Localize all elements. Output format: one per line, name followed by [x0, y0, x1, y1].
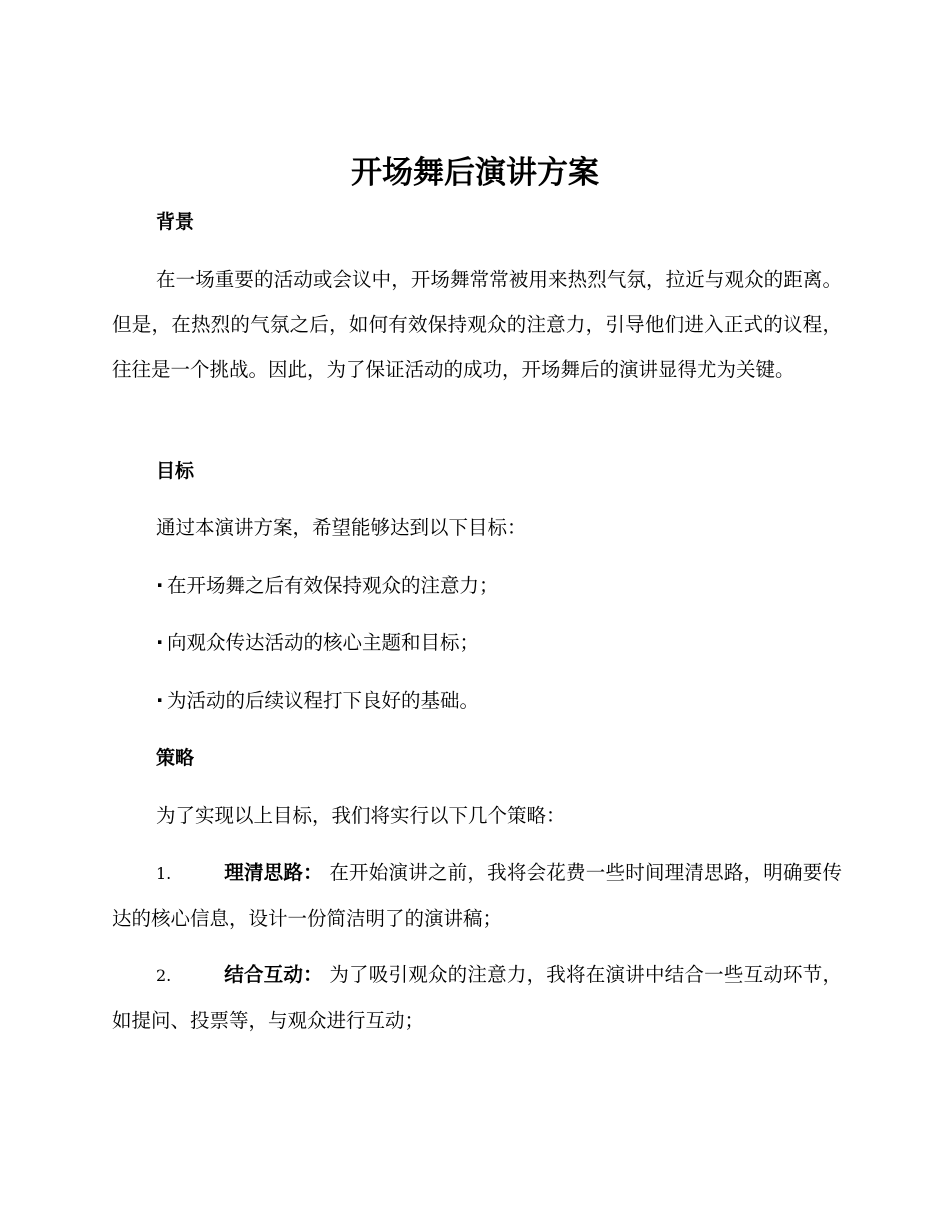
- strategy-intro: 为了实现以上目标，我们将实行以下几个策略：: [156, 804, 566, 827]
- goal-bullet-item: [156, 686, 479, 716]
- item-number: 1.: [156, 864, 172, 883]
- goal-bullet-text: 为活动的后续议程打下良好的基础。: [167, 689, 480, 712]
- goal-bullet-text: 在开场舞之后有效保持观众的注意力；: [167, 574, 499, 597]
- bullet-marker: ·: [156, 689, 164, 712]
- strategy-numbered-item: [112, 850, 842, 941]
- goal-bullet-item: [156, 571, 499, 601]
- section-heading-background: 背景: [156, 211, 195, 233]
- document-title: 开场舞后演讲方案: [351, 155, 599, 191]
- bullet-marker: ·: [156, 574, 164, 597]
- goal-bullet-text: 向观众传达活动的核心主题和目标；: [167, 631, 480, 654]
- bullet-marker: ·: [156, 631, 164, 654]
- section-heading-strategy: 策略: [156, 747, 195, 769]
- background-paragraph: 在一场重要的活动或会议中，开场舞常常被用来热烈气氛，拉近与观众的距离。但是，在热烈的气氛之后，如何有效保持观众的注意力，引导他们进入正式的议程，往往是一个挑战。因此，为了保证活动的成功，开场舞后的演讲显得尤为关键。: [112, 268, 842, 381]
- goal-bullet-item: [156, 628, 479, 658]
- item-text: 在开始演讲之前，我将会花费一些时间理清思路，明确要传达的核心信息，设计一份简洁明了的演讲稿；: [112, 861, 842, 930]
- goals-intro: 通过本演讲方案，希望能够达到以下目标：: [156, 516, 527, 539]
- item-text: 为了吸引观众的注意力，我将在演讲中结合一些互动环节，如提问、投票等，与观众进行互动；: [112, 963, 842, 1032]
- section-heading-goals: 目标: [156, 460, 195, 482]
- strategy-numbered-item: [112, 952, 842, 1043]
- item-term: 结合互动：: [224, 963, 323, 986]
- item-number: 2.: [156, 966, 172, 985]
- item-term: 理清思路：: [224, 861, 323, 884]
